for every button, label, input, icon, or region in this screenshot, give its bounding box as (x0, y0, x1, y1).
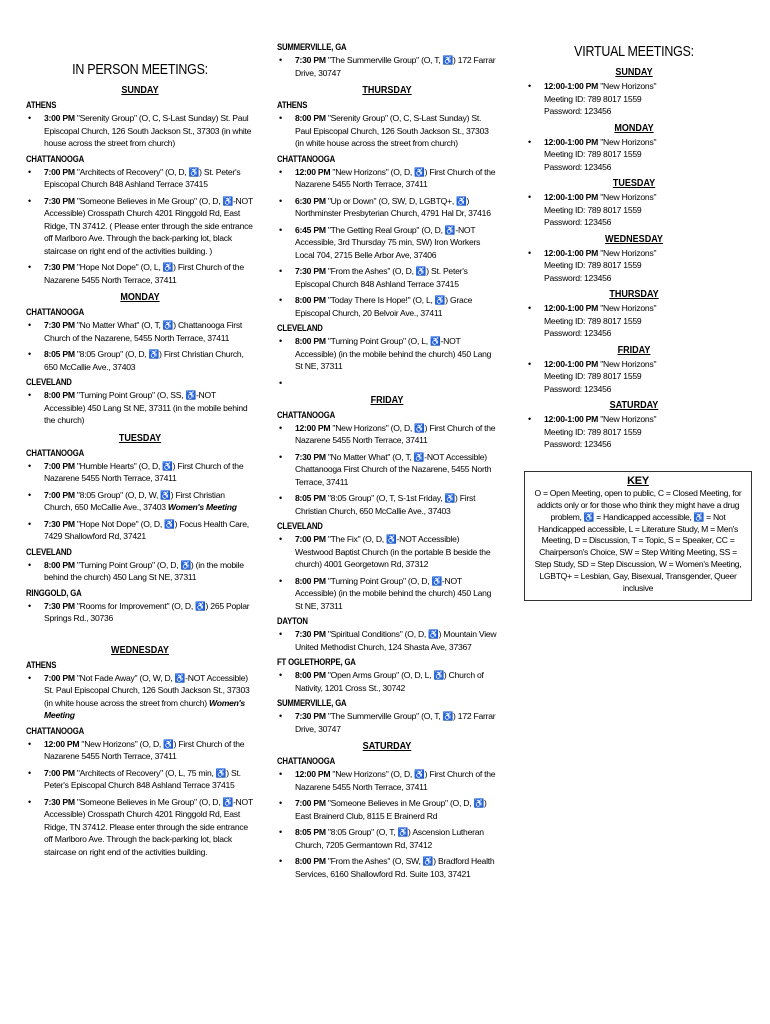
meeting-item (26, 767, 254, 792)
virtual-meeting-item (516, 302, 752, 340)
meeting-time: 7:30 PM (295, 451, 326, 462)
bullet-icon: • (28, 489, 31, 500)
meeting-time: 7:00 PM (44, 489, 75, 500)
day-heading-tuesday: TUESDAY (118, 431, 162, 444)
meeting-item (277, 768, 497, 793)
bullet-icon: • (528, 136, 531, 147)
meeting-id[interactable]: Meeting ID: 789 8017 1559 (544, 93, 642, 104)
meeting-text: "No Matter What" (O, T, ♿-NOT Accessible) Chattanooga First Church of the Nazarene, 5455 North Terrace, 37411 (295, 451, 492, 487)
meeting-item (277, 335, 497, 373)
meeting-time: 3:00 PM (44, 113, 75, 123)
meeting-text: "From the Ashes" (O, D, ♿) St. Peter's Episcopal Church 848 Ashland Terrace 37415 (295, 266, 468, 289)
meeting-name: "New Horizons" (600, 414, 657, 424)
meeting-item (26, 460, 254, 485)
bullet-icon: • (279, 493, 282, 503)
meeting-item (26, 261, 254, 286)
meeting-time: 7:30 PM (295, 266, 326, 276)
bullet-icon: • (279, 295, 282, 305)
bullet-icon: • (279, 195, 282, 206)
meeting-text: "Humble Hearts" (O, D, ♿) First Church of the Nazarene 5455 North Terrace, 37411 (44, 460, 244, 483)
meeting-item (26, 166, 254, 191)
virtual-meeting-item (516, 358, 752, 396)
meeting-note: Women's Meeting (167, 502, 237, 512)
meeting-item (26, 112, 254, 150)
meeting-text: "8:05 Group" (O, D, W, ♿) First Christian Church, 650 McCallie Ave., 37403 (44, 489, 225, 512)
virtual-meeting-item (516, 191, 752, 229)
meeting-item (277, 112, 497, 150)
meeting-text: "Architects of Recovery" (O, L, 75 min, ♿) St. Peter's Episcopal Church 848 Ashland Terrace 37415 (44, 767, 241, 790)
meeting-time: 12:00-1:00 PM (544, 414, 599, 424)
virtual-meeting-item (516, 413, 752, 451)
virtual-meeting-item (516, 80, 752, 118)
meeting-time: 7:00 PM (44, 767, 75, 778)
meeting-item (277, 855, 497, 880)
virtual-day-heading: WEDNESDAY (605, 232, 663, 245)
virtual-day-heading: SUNDAY (615, 66, 653, 78)
bullet-icon: • (28, 767, 31, 778)
meeting-text: "Turning Point Group" (O, SS, ♿-NOT Accessible) 450 Lang St NE, 37311 (in the mobile behind the church) (44, 390, 248, 425)
city-heading: CHATTANOOGA (26, 153, 84, 164)
meeting-text: "Hope Not Dope" (O, L, ♿) First Church of the Nazarene 5455 North Terrace, 37411 (44, 262, 244, 285)
bullet-icon: • (279, 422, 282, 433)
meeting-text: "Serenity Group" (O, C, S-Last Sunday) St. Paul Episcopal Church, 126 South Jackson St., 37303 (in white house across the street from church) (295, 113, 489, 148)
meeting-time: 7:30 PM (44, 195, 75, 206)
day-heading-sunday: SUNDAY (121, 84, 159, 96)
bullet-icon: • (279, 224, 282, 235)
city-heading: CHATTANOOGA (277, 756, 335, 766)
meeting-text: "Turning Point Group" (O, D, ♿-NOT Accessible) (in the mobile behind the church) 450 Lang St NE, 37311 (295, 575, 492, 611)
meeting-item (26, 195, 254, 258)
meeting-name: "New Horizons" (600, 358, 657, 369)
virtual-meeting-item (516, 136, 752, 174)
meeting-item (26, 738, 254, 763)
bullet-icon: • (28, 738, 31, 749)
meeting-time: 7:30 PM (44, 518, 75, 529)
meeting-item (277, 195, 497, 220)
meeting-item (277, 422, 497, 447)
meeting-password[interactable]: Password: 123456 (544, 217, 612, 227)
meeting-time: 7:00 PM (44, 672, 75, 683)
meeting-name: "New Horizons" (600, 136, 657, 147)
city-heading: CHATTANOOGA (26, 447, 84, 458)
bullet-icon: • (279, 266, 282, 276)
meeting-item (26, 518, 254, 543)
bullet-icon: • (28, 672, 31, 683)
bullet-icon: • (279, 166, 282, 177)
city-heading: ATHENS (26, 100, 57, 110)
meeting-item (277, 166, 497, 191)
meeting-text: "Someone Believes in Me Group" (O, D, ♿) East Brainerd Club, 8115 E Brainerd Rd (295, 798, 487, 821)
meeting-time: 8:05 PM (295, 827, 326, 837)
meeting-password[interactable]: Password: 123456 (544, 383, 612, 394)
meeting-text: "Turning Point Group" (O, L, ♿-NOT Accessible) (in the mobile behind the church) 450 Lang St NE, 37311 (295, 336, 492, 371)
bullet-icon: • (279, 769, 282, 779)
meeting-time: 7:30 PM (295, 629, 326, 639)
meeting-text: "The Summerville Group" (O, T, ♿) 172 Farrar Drive, 30747 (295, 55, 496, 78)
bullet-icon: • (279, 575, 282, 586)
meeting-text: "New Horizons" (O, D, ♿) First Church of the Nazarene 5455 North Terrace, 37411 (295, 769, 496, 792)
virtual-day-heading: TUESDAY (612, 177, 656, 189)
city-heading: SUMMERVILLE, GA (277, 42, 347, 52)
meeting-text: "Serenity Group" (O, C, S-Last Sunday) St. Paul Episcopal Church, 126 South Jackson St., 37303 (in white house across the street from church) (44, 113, 252, 148)
in-person-title: IN PERSON MEETINGS: (72, 62, 208, 78)
bullet-icon: • (28, 600, 31, 611)
meeting-id[interactable]: Meeting ID: 789 8017 1559 (544, 149, 642, 159)
key-title: KEY (627, 474, 649, 487)
meeting-item (277, 669, 497, 694)
meeting-time: 7:30 PM (44, 600, 75, 611)
meeting-text: "New Horizons" (O, D, ♿) First Church of the Nazarene 5455 North Terrace, 37411 (295, 166, 496, 189)
city-heading: CHATTANOOGA (277, 153, 335, 164)
meeting-item (26, 489, 254, 514)
virtual-column (516, 40, 752, 601)
bullet-icon: • (279, 534, 282, 544)
meeting-time: 6:45 PM (295, 224, 326, 235)
city-heading: CHATTANOOGA (26, 307, 84, 317)
bullet-icon: • (28, 166, 31, 177)
meeting-text: "Spiritual Conditions" (O, D, ♿) Mountain View United Methodist Church, 124 Shasta Ave, 37367 (295, 629, 497, 652)
bullet-icon: • (279, 798, 282, 808)
bullet-icon: • (28, 349, 31, 359)
meeting-password[interactable]: Password: 123456 (544, 328, 612, 338)
day-heading-saturday: SATURDAY (362, 740, 412, 752)
meeting-time: 7:00 PM (44, 460, 75, 471)
meeting-text: "8:05 Group" (O, T, S-1st Friday, ♿) First Christian Church, 650 McCallie Ave., 37403 (295, 493, 476, 516)
meeting-text: "Today There Is Hope!" (O, L, ♿) Grace Episcopal Church, 20 Belvoir Ave., 37411 (295, 295, 473, 318)
bullet-icon: • (279, 113, 282, 123)
meeting-text: "Someone Believes in Me Group" (O, D, ♿-NOT Accessible) Crosspath Church 4201 Ringgold Rd, East Ridge, TN 37412. Please enter through the side entrance off Marlboro Ave. Through the back-parking lot, black staircase on right end of the activities building. (44, 796, 253, 857)
meeting-id[interactable]: Meeting ID: 789 8017 1559 (544, 371, 642, 381)
meeting-item (277, 628, 497, 653)
meeting-text: "Turning Point Group" (O, D, ♿) (in the mobile behind the church) 450 Lang St NE, 37311 (44, 559, 244, 582)
meeting-password[interactable]: Password: 123456 (544, 106, 612, 116)
virtual-day-heading: SATURDAY (609, 399, 659, 411)
meeting-time: 12:00-1:00 PM (544, 192, 599, 202)
meeting-item (277, 797, 497, 822)
meeting-time: 12:00 PM (295, 166, 331, 177)
meeting-time: 8:00 PM (295, 295, 326, 305)
meeting-time: 7:30 PM (44, 262, 75, 272)
meeting-id[interactable]: Meeting ID: 789 8017 1559 (544, 315, 642, 326)
bullet-icon: • (279, 670, 282, 680)
day-heading-wednesday: WEDNESDAY (111, 643, 169, 656)
meeting-time: 8:05 PM (44, 349, 75, 359)
empty-list-item (277, 377, 497, 389)
meeting-note: Women's Meeting (44, 697, 245, 720)
city-heading: SUMMERVILLE, GA (277, 698, 347, 708)
meeting-text: "Rooms for Improvement" (O, D, ♿) 265 Poplar Springs Rd., 30736 (44, 600, 250, 623)
meeting-time: 12:00-1:00 PM (544, 136, 599, 147)
meeting-item (277, 294, 497, 319)
virtual-day-heading: FRIDAY (617, 343, 651, 356)
meeting-item (26, 348, 254, 373)
meeting-time: 12:00 PM (295, 769, 331, 779)
meeting-password[interactable]: Password: 123456 (544, 272, 612, 283)
key-legend-box (524, 471, 752, 602)
bullet-icon: • (28, 559, 31, 570)
bullet-icon: • (28, 320, 31, 330)
city-heading: CLEVELAND (26, 546, 72, 557)
meeting-item (26, 796, 254, 859)
meeting-time: 7:30 PM (295, 711, 326, 721)
bullet-icon: • (279, 629, 282, 639)
in-person-column (26, 58, 254, 862)
meeting-text: "Hope Not Dope" (O, D, ♿) Focus Health Care, 7429 Shallowford Rd, 37421 (44, 518, 249, 541)
bullet-icon: • (28, 460, 31, 471)
bullet-icon: • (528, 414, 531, 424)
meeting-id[interactable]: Meeting ID: 789 8017 1559 (544, 426, 642, 437)
virtual-day-heading: THURSDAY (609, 288, 659, 300)
meeting-item (277, 265, 497, 290)
meeting-password[interactable]: Password: 123456 (544, 161, 612, 172)
meeting-text: "The Summerville Group" (O, T, ♿) 172 Farrar Drive, 30747 (295, 711, 496, 734)
bullet-icon: • (28, 113, 31, 123)
bullet-icon: • (528, 358, 531, 369)
meeting-time: 8:00 PM (295, 670, 326, 680)
meeting-item (277, 451, 497, 489)
bullet-icon: • (279, 827, 282, 837)
bullet-icon: • (279, 377, 282, 388)
meeting-time: 8:00 PM (44, 390, 75, 400)
meeting-time: 12:00 PM (44, 738, 80, 749)
meeting-item (26, 600, 254, 625)
meeting-password[interactable]: Password: 123456 (544, 439, 612, 449)
meeting-text: "New Horizons" (O, D, ♿) First Church of the Nazarene 5455 North Terrace, 37411 (295, 422, 496, 445)
bullet-icon: • (528, 192, 531, 202)
bullet-icon: • (28, 262, 31, 272)
meeting-text: "The Fix" (O, D, ♿-NOT Accessible) Westwood Baptist Church (in the portable B beside the church) 4001 Georgetown Rd, 37312 (295, 534, 491, 569)
meeting-time: 6:30 PM (295, 195, 326, 206)
meeting-time: 12:00-1:00 PM (544, 247, 599, 258)
meeting-text: "New Horizons" (O, D, ♿) First Church of the Nazarene 5455 North Terrace, 37411 (44, 738, 245, 761)
bullet-icon: • (279, 711, 282, 721)
meeting-time: 12:00 PM (295, 422, 331, 433)
meeting-id[interactable]: Meeting ID: 789 8017 1559 (544, 204, 642, 215)
bullet-icon: • (528, 303, 531, 313)
meeting-name: "New Horizons" (600, 192, 657, 202)
city-heading: CHATTANOOGA (26, 725, 84, 736)
meeting-time: 8:00 PM (295, 336, 326, 346)
meeting-time: 8:00 PM (295, 856, 326, 866)
meeting-time: 8:00 PM (295, 575, 326, 586)
city-heading: DAYTON (277, 616, 308, 626)
meeting-text: "Someone Believes in Me Group" (O, D, ♿-NOT Accessible) Crosspath Church 4201 Ringgold Rd, East Ridge, TN 37412. ( Please enter through the side entrance off Marlboro Ave. Through the back-parking lot, black staircase on right end of the activities building. ) (44, 195, 253, 256)
meeting-time: 7:00 PM (44, 166, 75, 177)
meeting-name: "New Horizons" (600, 81, 657, 91)
meeting-name: "New Horizons" (600, 303, 657, 313)
meeting-time: 7:00 PM (295, 798, 326, 808)
bullet-icon: • (279, 451, 282, 462)
meeting-item (277, 54, 497, 79)
meeting-item (26, 559, 254, 584)
day-heading-monday: MONDAY (120, 291, 160, 303)
meeting-item (277, 710, 497, 735)
meeting-time: 12:00-1:00 PM (544, 303, 599, 313)
meeting-text: "Not Fade Away" (O, W, D, ♿-NOT Accessible) St. Paul Episcopal Church, 126 South Jackson St., 37303 (in white house across the street from church) (44, 672, 250, 708)
meeting-text: "From the Ashes" (O, SW, ♿) Bradford Health Services, 6160 Shallowford Rd. Suite 103, 37421 (295, 856, 495, 879)
meeting-time: 12:00-1:00 PM (544, 81, 599, 91)
meeting-item (277, 826, 497, 851)
meeting-time: 7:30 PM (295, 55, 326, 65)
bullet-icon: • (28, 518, 31, 529)
meeting-time: 7:30 PM (44, 320, 75, 330)
bullet-icon: • (279, 55, 282, 65)
meeting-text: "Up or Down" (O, SW, D, LGBTQ+, ♿) Northminster Presbyterian Church, 4791 Hal Dr, 37416 (295, 195, 491, 218)
meeting-item (26, 389, 254, 427)
meeting-time: 8:00 PM (44, 559, 75, 570)
meeting-text: "8:05 Group" (O, D, ♿) First Christian Church, 650 McCallie Ave., 37403 (44, 349, 244, 372)
day-heading-thursday: THURSDAY (362, 84, 412, 96)
day-heading-friday: FRIDAY (370, 393, 404, 406)
city-heading: CLEVELAND (277, 323, 323, 333)
meeting-time: 12:00-1:00 PM (544, 358, 599, 369)
bullet-icon: • (528, 81, 531, 91)
meeting-text: "Architects of Recovery" (O, D, ♿) St. Peter's Episcopal Church 848 Ashland Terrace 37415 (44, 166, 241, 189)
meeting-text: "No Matter What" (O, T, ♿) Chattanooga First Church of the Nazarene, 5455 North Terrace, 37411 (44, 320, 243, 343)
meeting-time: 7:00 PM (295, 534, 326, 544)
meeting-time: 8:05 PM (295, 493, 326, 503)
meeting-text: "The Getting Real Group" (O, D, ♿-NOT Accessible, 3rd Thursday 75 min, SW) Iron Workers Local 704, 2715 Belle Arbor Ave, 37406 (295, 224, 481, 260)
meeting-text: "Open Arms Group" (O, D, L, ♿) Church of Nativity, 1201 Cross St., 30742 (295, 670, 484, 693)
bullet-icon: • (28, 195, 31, 206)
virtual-meeting-list (516, 66, 752, 451)
meeting-item (277, 224, 497, 262)
in-person-column-continued (277, 38, 497, 884)
city-heading: ATHENS (277, 100, 308, 110)
city-heading: RINGGOLD, GA (26, 587, 82, 598)
meeting-item (277, 492, 497, 517)
meeting-name: "New Horizons" (600, 247, 657, 258)
meeting-item (26, 319, 254, 344)
meeting-id[interactable]: Meeting ID: 789 8017 1559 (544, 260, 642, 270)
meeting-item (26, 672, 254, 722)
meeting-item (277, 575, 497, 613)
bullet-icon: • (528, 247, 531, 258)
city-heading: CLEVELAND (277, 521, 323, 531)
city-heading: CLEVELAND (26, 377, 72, 387)
meeting-text: "8:05 Group" (O, T, ♿) Ascension Lutheran Church, 7205 Germantown Rd, 37412 (295, 827, 484, 850)
bullet-icon: • (279, 336, 282, 346)
key-text: O = Open Meeting, open to public, C = Closed Meeting, for addicts only or for those who think they might have a drug problem, ♿ = Handicapped accessible, ♿ = Not Handicapped accessible, L = Literature Study, M = Men's Meeting, D = Discussion, T = Topic, S = Speaker, CC = Chairperson's Choice, SW = Step Writing Meeting, SS = Step Study, SD = Step Discussion, W = Women's Meeting, LGBTQ+ = Lesbian, Gay, Bisexual, Transgender, Queer inclusive (534, 488, 742, 593)
meeting-time: 7:30 PM (44, 796, 75, 807)
city-heading: CHATTANOOGA (277, 409, 335, 420)
virtual-day-heading: MONDAY (614, 121, 654, 134)
meeting-time: 8:00 PM (295, 113, 326, 123)
virtual-title: VIRTUAL MEETINGS: (574, 44, 694, 60)
bullet-icon: • (28, 390, 31, 400)
virtual-meeting-item (516, 247, 752, 285)
bullet-icon: • (28, 796, 31, 807)
bullet-icon: • (279, 856, 282, 866)
meeting-item (277, 533, 497, 571)
city-heading: ATHENS (26, 659, 57, 670)
city-heading: FT OGLETHORPE, GA (277, 657, 356, 667)
